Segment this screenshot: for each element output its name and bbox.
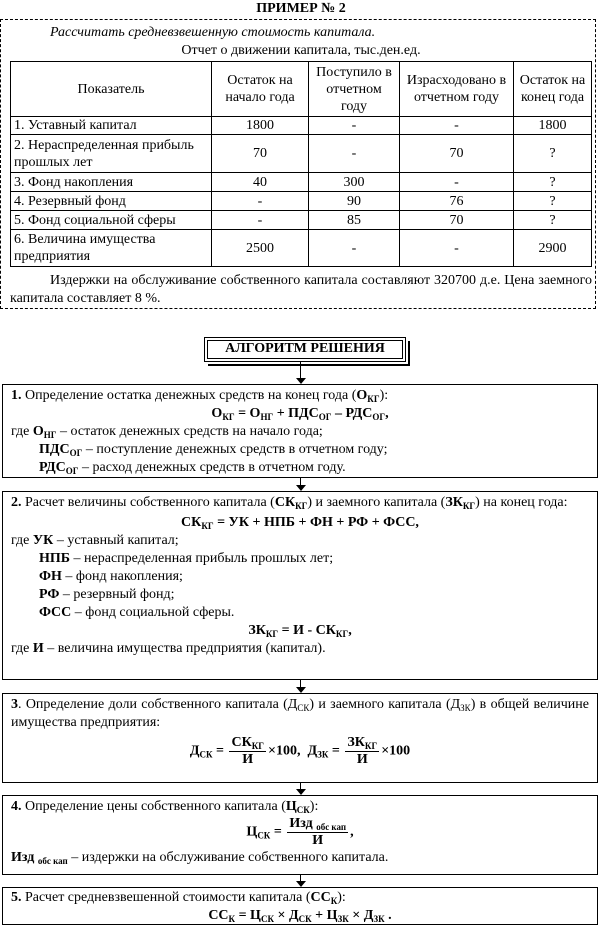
table-cell: - xyxy=(400,230,514,267)
header-indicator: Показатель xyxy=(11,62,212,117)
table-cell: 70 xyxy=(212,135,309,173)
step-3-box xyxy=(2,693,598,783)
arrow-down-icon xyxy=(296,875,306,887)
table-cell: 300 xyxy=(309,173,400,192)
table-cell: 2. Нераспределенная прибыль прошлых лет xyxy=(11,135,212,173)
step-3-heading: 3. Определение доли собственного капитала $(Д_{СК})$ и заемного капитала $(Д_{ЗК})$ в общей величине имущества предприятия: xyxy=(11,697,590,730)
algorithm-title-text: АЛГОРИТМ РЕШЕНИЯ xyxy=(225,341,385,356)
table-cell: - xyxy=(400,117,514,135)
table-cell: ? xyxy=(514,173,592,192)
table-cell: 85 xyxy=(309,211,400,230)
step-4-heading: 4. Определение цены собственного капитала $(Ц_{СК})$: xyxy=(11,799,319,815)
step-1-formula: $О_{КГ} = О_{НГ} + ПДС_{ОГ} - РДС_{ОГ}$, xyxy=(211,406,389,422)
page-title: ПРИМЕР № 2 xyxy=(256,1,346,16)
header-received: Поступило в отчетном году xyxy=(309,62,400,117)
table-cell: - xyxy=(400,173,514,192)
step-2-def-npb: НПБ – нераспределенная прибыль прошлых лет; xyxy=(39,551,334,566)
step-5-formula: $СС_К = Ц_{СК} \times Д_{СК} + Ц_{ЗК} \times Д_{ЗК}$ . xyxy=(208,908,392,924)
table-cell: 70 xyxy=(400,135,514,173)
table-cell: 4. Резервный фонд xyxy=(11,192,212,211)
table-cell: 1800 xyxy=(514,117,592,135)
step-2-formula-equity: $СК_{КГ}$ = УК + НПБ + ФН + РФ + ФСС, xyxy=(181,515,419,531)
table-header-row xyxy=(11,62,592,117)
step-2-def-fss: ФСС – фонд социальной сферы. xyxy=(39,605,235,620)
step-4-formula: $Ц_{СК}$ = $\frac{Изд _{обс кап}}{И}$ , xyxy=(246,816,354,848)
table-cell: 6. Величина имущества предприятия xyxy=(11,230,212,267)
step-1-heading: 1. Определение остатка денежных средств на конец года $(О_{КГ})$: xyxy=(11,388,389,404)
table-cell: 2900 xyxy=(514,230,592,267)
table-cell: ? xyxy=(514,211,592,230)
step-2-heading: 2. Расчет величины собственного капитала $(СК_{КГ})$ и заемного капитала $(ЗК_{КГ})$ на конец года: xyxy=(11,495,568,511)
table-row xyxy=(11,117,592,135)
step-1-box xyxy=(2,384,598,478)
table-cell: - xyxy=(212,211,309,230)
table-cell: 1800 xyxy=(212,117,309,135)
step-5-heading: 5. Расчет средневзвешенной стоимости капитала $(СС_К)$: xyxy=(11,890,346,906)
step-2-box xyxy=(2,491,598,680)
header-start-balance: Остаток на начало года xyxy=(212,62,309,117)
arrow-down-icon xyxy=(296,783,306,795)
table-cell: 5. Фонд социальной сферы xyxy=(11,211,212,230)
table-cell: 40 xyxy=(212,173,309,192)
step-5-box xyxy=(2,887,598,925)
capital-flow-table xyxy=(10,61,592,267)
algorithm-title xyxy=(204,337,406,362)
table-cell: 1. Уставный капитал xyxy=(11,117,212,135)
table-row xyxy=(11,211,592,230)
arrow-down-icon xyxy=(296,362,306,384)
costs-statement: Издержки на обслуживание собственного капитала составляют 320700 д.е. Цена заемного капитала составляет 8 %. xyxy=(10,273,592,306)
step-4-def: Изд $_{обс кап}$ – издержки на обслуживание собственного капитала. xyxy=(11,850,389,866)
step-2-def-i: где И – величина имущества предприятия (капитал). xyxy=(11,641,326,656)
report-caption: Отчет о движении капитала, тыс.ден.ед. xyxy=(181,43,421,58)
arrow-down-icon xyxy=(296,478,306,491)
table-cell: 3. Фонд накопления xyxy=(11,173,212,192)
table-cell: 90 xyxy=(309,192,400,211)
table-cell: ? xyxy=(514,192,592,211)
table-row xyxy=(11,192,592,211)
step-2-formula-debt: $ЗК_{КГ} = И - СК_{КГ}$, xyxy=(248,623,352,639)
step-1-def-pds: $ПДС_{ОГ}$ – поступление денежных средств в отчетном году; xyxy=(39,442,388,458)
table-cell: 76 xyxy=(400,192,514,211)
step-3-formula: $Д_{СК}$ = $\frac{СК_{КГ}}{И}$ ×100, $Д_{ЗК}$ = $\frac{ЗК_{КГ}}{И}$ ×100 xyxy=(189,735,411,767)
step-4-box xyxy=(2,795,598,875)
table-row xyxy=(11,230,592,267)
table-cell: 2500 xyxy=(212,230,309,267)
step-1-def-rds: $РДС_{ОГ}$ – расход денежных средств в отчетном году. xyxy=(39,460,346,476)
header-end-balance: Остаток на конец года xyxy=(514,62,592,117)
header-spent: Израсходовано в отчетном году xyxy=(400,62,514,117)
table-cell: - xyxy=(309,135,400,173)
step-2-def-uk: где УК – уставный капитал; xyxy=(11,533,179,548)
table-row xyxy=(11,135,592,173)
table-row xyxy=(11,173,592,192)
table-cell: ? xyxy=(514,135,592,173)
arrow-down-icon xyxy=(296,680,306,693)
step-1-def-ong: где $О_{НГ}$ – остаток денежных средств на начало года; xyxy=(11,424,323,440)
step-2-def-fn: ФН – фонд накопления; xyxy=(39,569,183,584)
table-cell: - xyxy=(309,230,400,267)
task-statement: Рассчитать средневзвешенную стоимость капитала. xyxy=(50,25,376,40)
table-cell: 70 xyxy=(400,211,514,230)
step-2-def-rf: РФ – резервный фонд; xyxy=(39,587,175,602)
table-cell: - xyxy=(212,192,309,211)
table-cell: - xyxy=(309,117,400,135)
